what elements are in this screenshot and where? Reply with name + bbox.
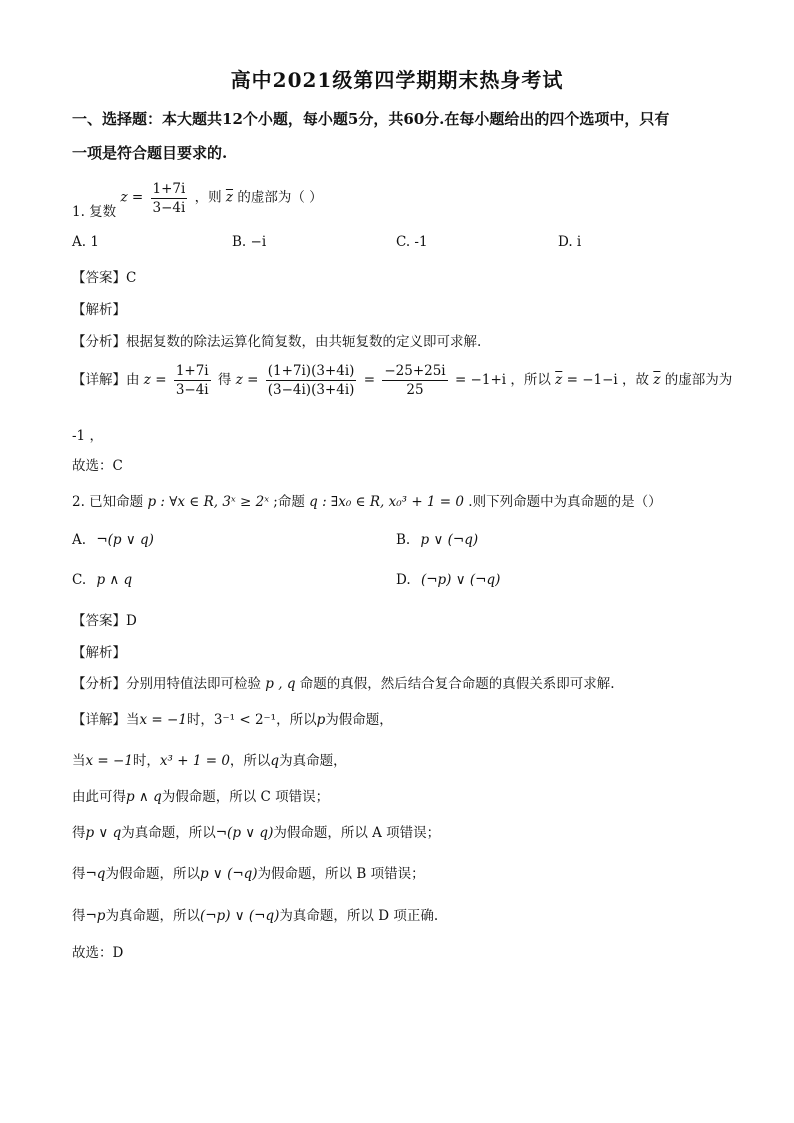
- q2-detail-line4: 得p ∨ q为真命题，所以¬(p ∨ q)为假命题，所以 A 项错误；: [72, 825, 441, 841]
- q1-detail-cont: -1 ，: [72, 428, 103, 444]
- q2-answer: 【答案】D: [72, 613, 137, 629]
- q1-option-a: A. 1: [72, 234, 99, 250]
- q1-option-c: C. -1: [396, 234, 428, 250]
- q2-option-d: D. (¬p) ∨ (¬q): [396, 572, 501, 588]
- q2-detail-line3: 由此可得p ∧ q为假命题，所以 C 项错误；: [72, 789, 330, 805]
- q2-detail-line2: 当x = −1时，x³ + 1 = 0，所以q为真命题，: [72, 753, 347, 769]
- q1-jiexi: 【解析】: [72, 302, 126, 318]
- q1-guxuan: 故选：C: [72, 458, 123, 474]
- q2-analysis: 【分析】分别用特值法即可检验 p , q 命题的真假，然后结合复合命题的真假关系即可求解.: [72, 676, 615, 692]
- q1-analysis: 【分析】根据复数的除法运算化简复数，由共轭复数的定义即可求解.: [72, 334, 482, 350]
- q1-answer: 【答案】C: [72, 270, 137, 286]
- q2-option-b: B. p ∨ (¬q): [396, 532, 479, 548]
- q2-detail-line1: 【详解】当x = −1时，3⁻¹ < 2⁻¹，所以p为假命题，: [72, 712, 393, 728]
- q1-stem: 1. 复数 z = $\frac{1+7i}{3-4i}$ ，则 $\overline{z}$ 的虚部为（ ）: [72, 180, 323, 220]
- q2-stem: 2. 已知命题 p : ∀x ∈ R, 3ˣ ≥ 2ˣ ;命题 q : ∃x₀ ∈ R, x₀³ + 1 = 0 .则下列命题中为真命题的是（）: [72, 494, 662, 510]
- section-heading-line2: 一项是符合题目要求的.: [72, 144, 228, 162]
- section-heading-line1: 一、选择题：本大题共12个小题，每小题5分，共60分.在每小题给出的四个选项中，只有: [72, 110, 670, 128]
- q2-jiexi: 【解析】: [72, 645, 126, 661]
- q2-option-c: C. p ∧ q: [72, 572, 133, 588]
- q1-option-d: D. i: [558, 234, 582, 250]
- exam-title: 高中2021级第四学期期末热身考试: [230, 68, 564, 92]
- q1-detail: 【详解】由 z = $\frac{1+7i}{3-4i}$ 得 z = $\frac{(1+7i)(3+4i)}{(3-4i)(3+4i)}$ = $\frac{-25+25i}{25}$ = −1+i ，所以 $\overline{z} = -1-i$ ，故 $\overline{z}$ 的虚部为为: [72, 363, 733, 398]
- q2-detail-line6: 得¬p为真命题，所以(¬p) ∨ (¬q)为真命题，所以 D 项正确.: [72, 908, 439, 924]
- q2-option-a: A. ¬(p ∨ q): [72, 532, 154, 548]
- q1-fraction: $\frac{1+7i}{3-4i}$: [152, 180, 186, 216]
- q2-detail-line5: 得¬q为假命题，所以p ∨ (¬q)为假命题，所以 B 项错误；: [72, 866, 425, 882]
- q2-guxuan: 故选：D: [72, 945, 124, 961]
- q1-option-b: B. −i: [232, 234, 267, 250]
